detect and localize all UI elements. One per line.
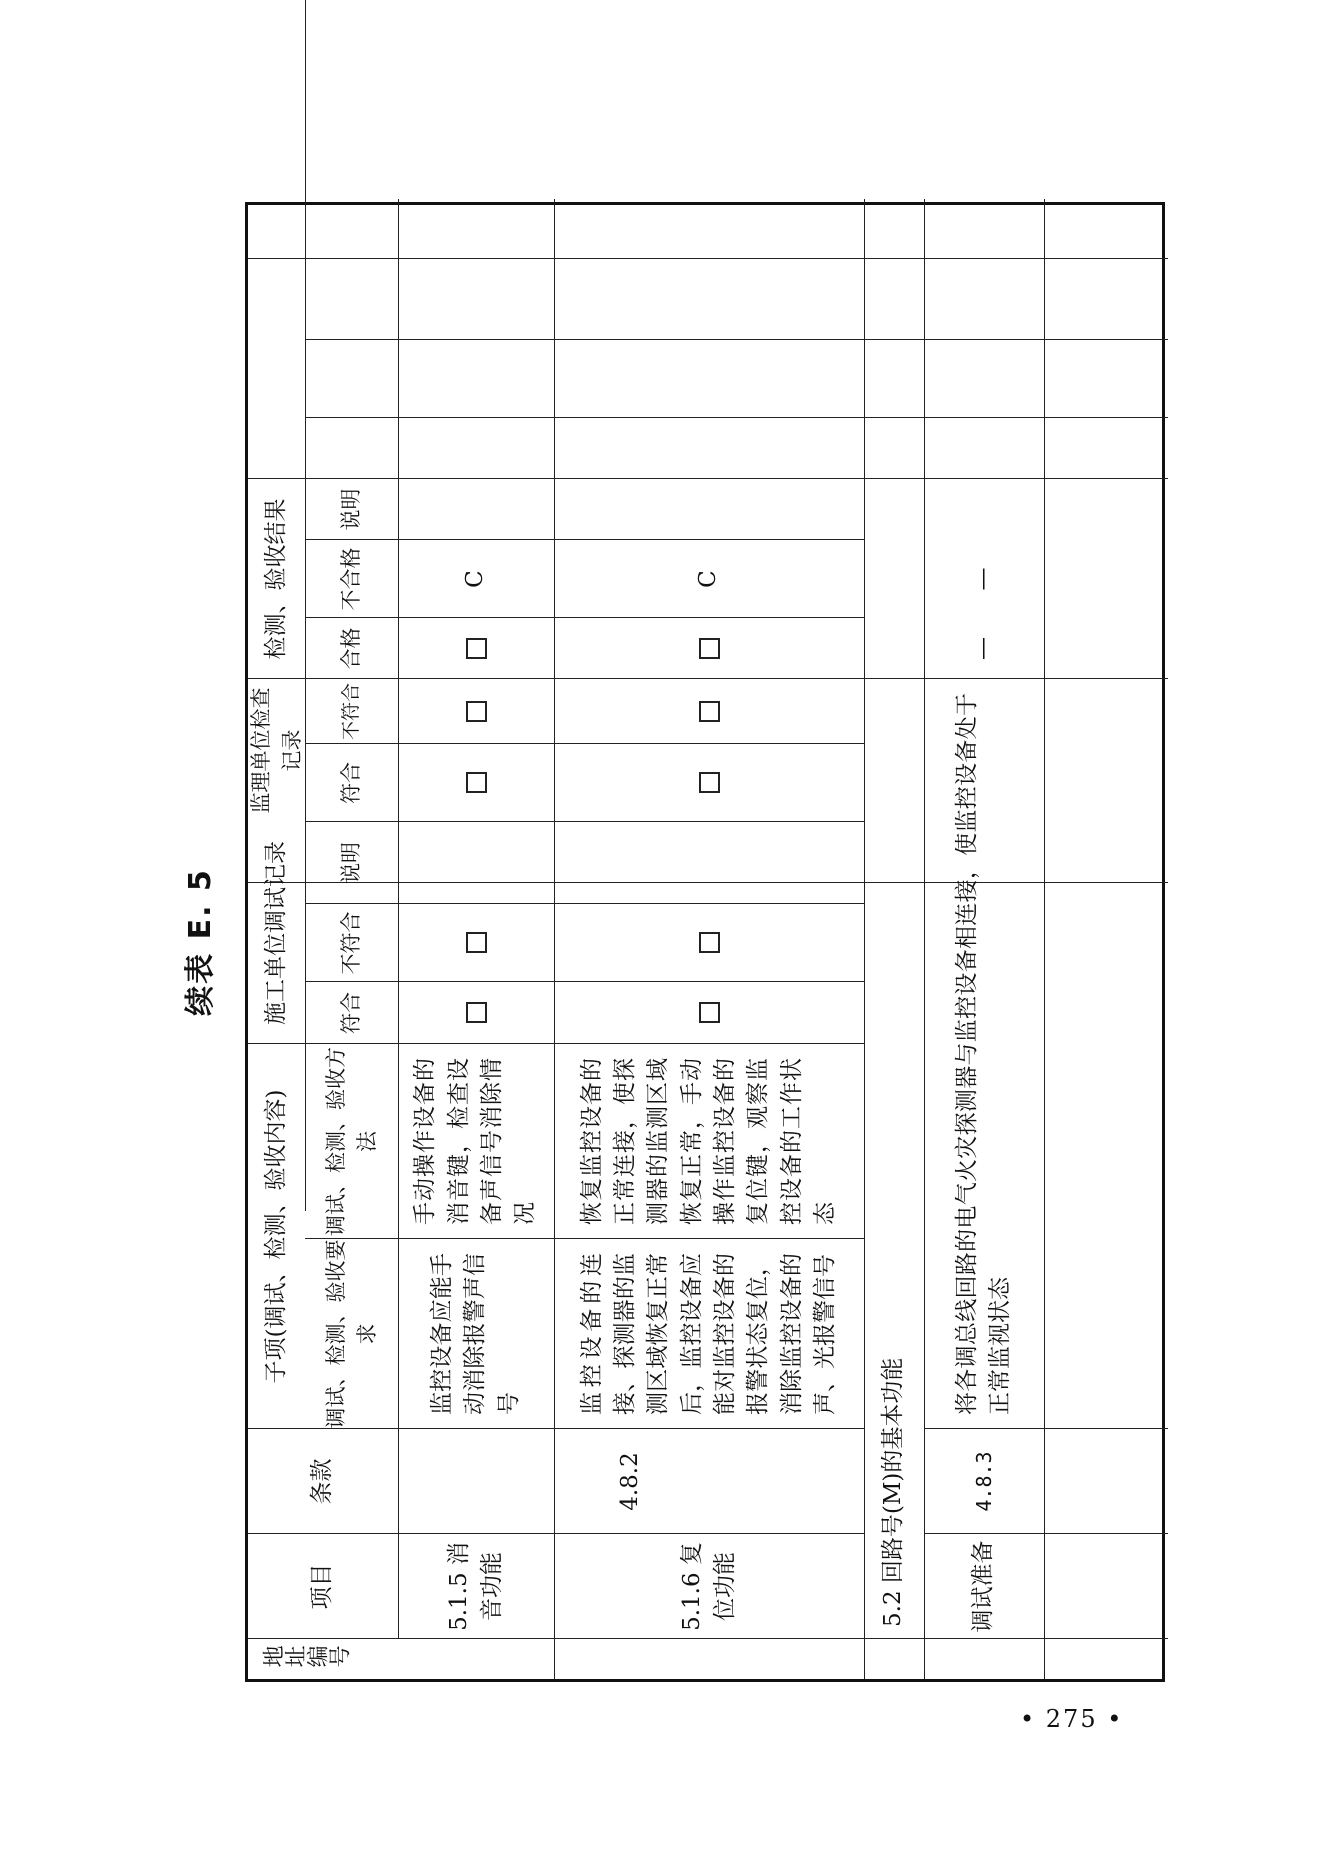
row1-supervision-nonconform-checkbox[interactable]	[398, 679, 554, 744]
row1-requirement: 监控设备应能手动消除报警声信号	[428, 1253, 522, 1415]
row1-project: 5.1.5 消音功能	[445, 1542, 505, 1631]
row2-clause: 4.8.2	[617, 1452, 644, 1511]
row2-supervision-conform-checkbox[interactable]	[554, 744, 864, 822]
header-address: 地址编号	[261, 1645, 350, 1671]
prep-result-fail-dash: —	[970, 567, 997, 591]
header-construction: 施工单位调试记录	[262, 841, 289, 1025]
header-sub-item: 子项(调试、检测、验收内容)	[262, 1089, 289, 1384]
page-number: • 275 •	[1020, 1705, 1124, 1733]
header-method: 调试、检测、验收方法	[324, 1047, 379, 1236]
prep-clause: 4.8.3	[971, 1451, 996, 1512]
table-title: 续表 E. 5	[183, 868, 218, 1016]
row1-result-fail-mark: C	[462, 570, 489, 588]
header-construction-note: 说明	[339, 842, 364, 884]
row2-construction-conform-checkbox[interactable]	[554, 982, 864, 1044]
row2-supervision-nonconform-checkbox[interactable]	[554, 679, 864, 744]
row2-project: 5.1.6 复位功能	[678, 1542, 738, 1631]
header-requirement: 调试、检测、验收要求	[324, 1239, 379, 1429]
row2-construction-nonconform-checkbox[interactable]	[554, 904, 864, 982]
row2-method: 恢复监控设备的正常连接，使探测器的监测区域恢复正常，手动操作监控设备的复位键，观察监控设备的工作状态	[578, 1058, 839, 1225]
rotated-table-page	[183, 202, 1165, 1682]
header-supervision: 监理单位检查记录	[249, 687, 304, 814]
row2-requirement: 监控设备的连接、探测器的监测区域恢复正常后，监控设备应能对监控设备的报警状态复位，消除监控设备的声、光报警信号	[578, 1253, 839, 1415]
header-construction-conform: 符合	[339, 992, 364, 1034]
row1-result-pass-checkbox[interactable]	[398, 618, 554, 679]
row2-result-fail-mark: C	[695, 570, 722, 588]
row1-method: 手动操作设备的消音键，检查设备声信号消除情况	[412, 1058, 539, 1225]
row1-construction-nonconform-checkbox[interactable]	[398, 904, 554, 982]
header-supervision-nonconform: 不符合	[339, 683, 362, 741]
prep-result-pass-dash: —	[970, 637, 997, 660]
section-heading: 5.2 回路号(M)的基本功能	[880, 1357, 907, 1627]
prep-content: 将各调总线回路的电气火灾探测器与监控设备相连接，使监控设备处于正常监视状态	[953, 693, 1013, 1415]
row1-construction-conform-checkbox[interactable]	[398, 982, 554, 1044]
header-clause: 条款	[309, 1458, 336, 1505]
prep-project: 调试准备	[970, 1540, 997, 1633]
header-result: 检测、验收结果	[262, 498, 289, 660]
header-supervision-conform: 符合	[339, 762, 364, 804]
header-result-note: 说明	[339, 488, 364, 531]
row2-result-pass-checkbox[interactable]	[554, 618, 864, 679]
header-result-fail: 不合格	[339, 547, 364, 611]
header-project: 项目	[309, 1563, 336, 1610]
header-construction-nonconform: 不符合	[339, 911, 364, 975]
header-result-pass: 合格	[339, 627, 364, 670]
inspection-table	[245, 202, 1165, 1682]
row1-supervision-conform-checkbox[interactable]	[398, 744, 554, 822]
